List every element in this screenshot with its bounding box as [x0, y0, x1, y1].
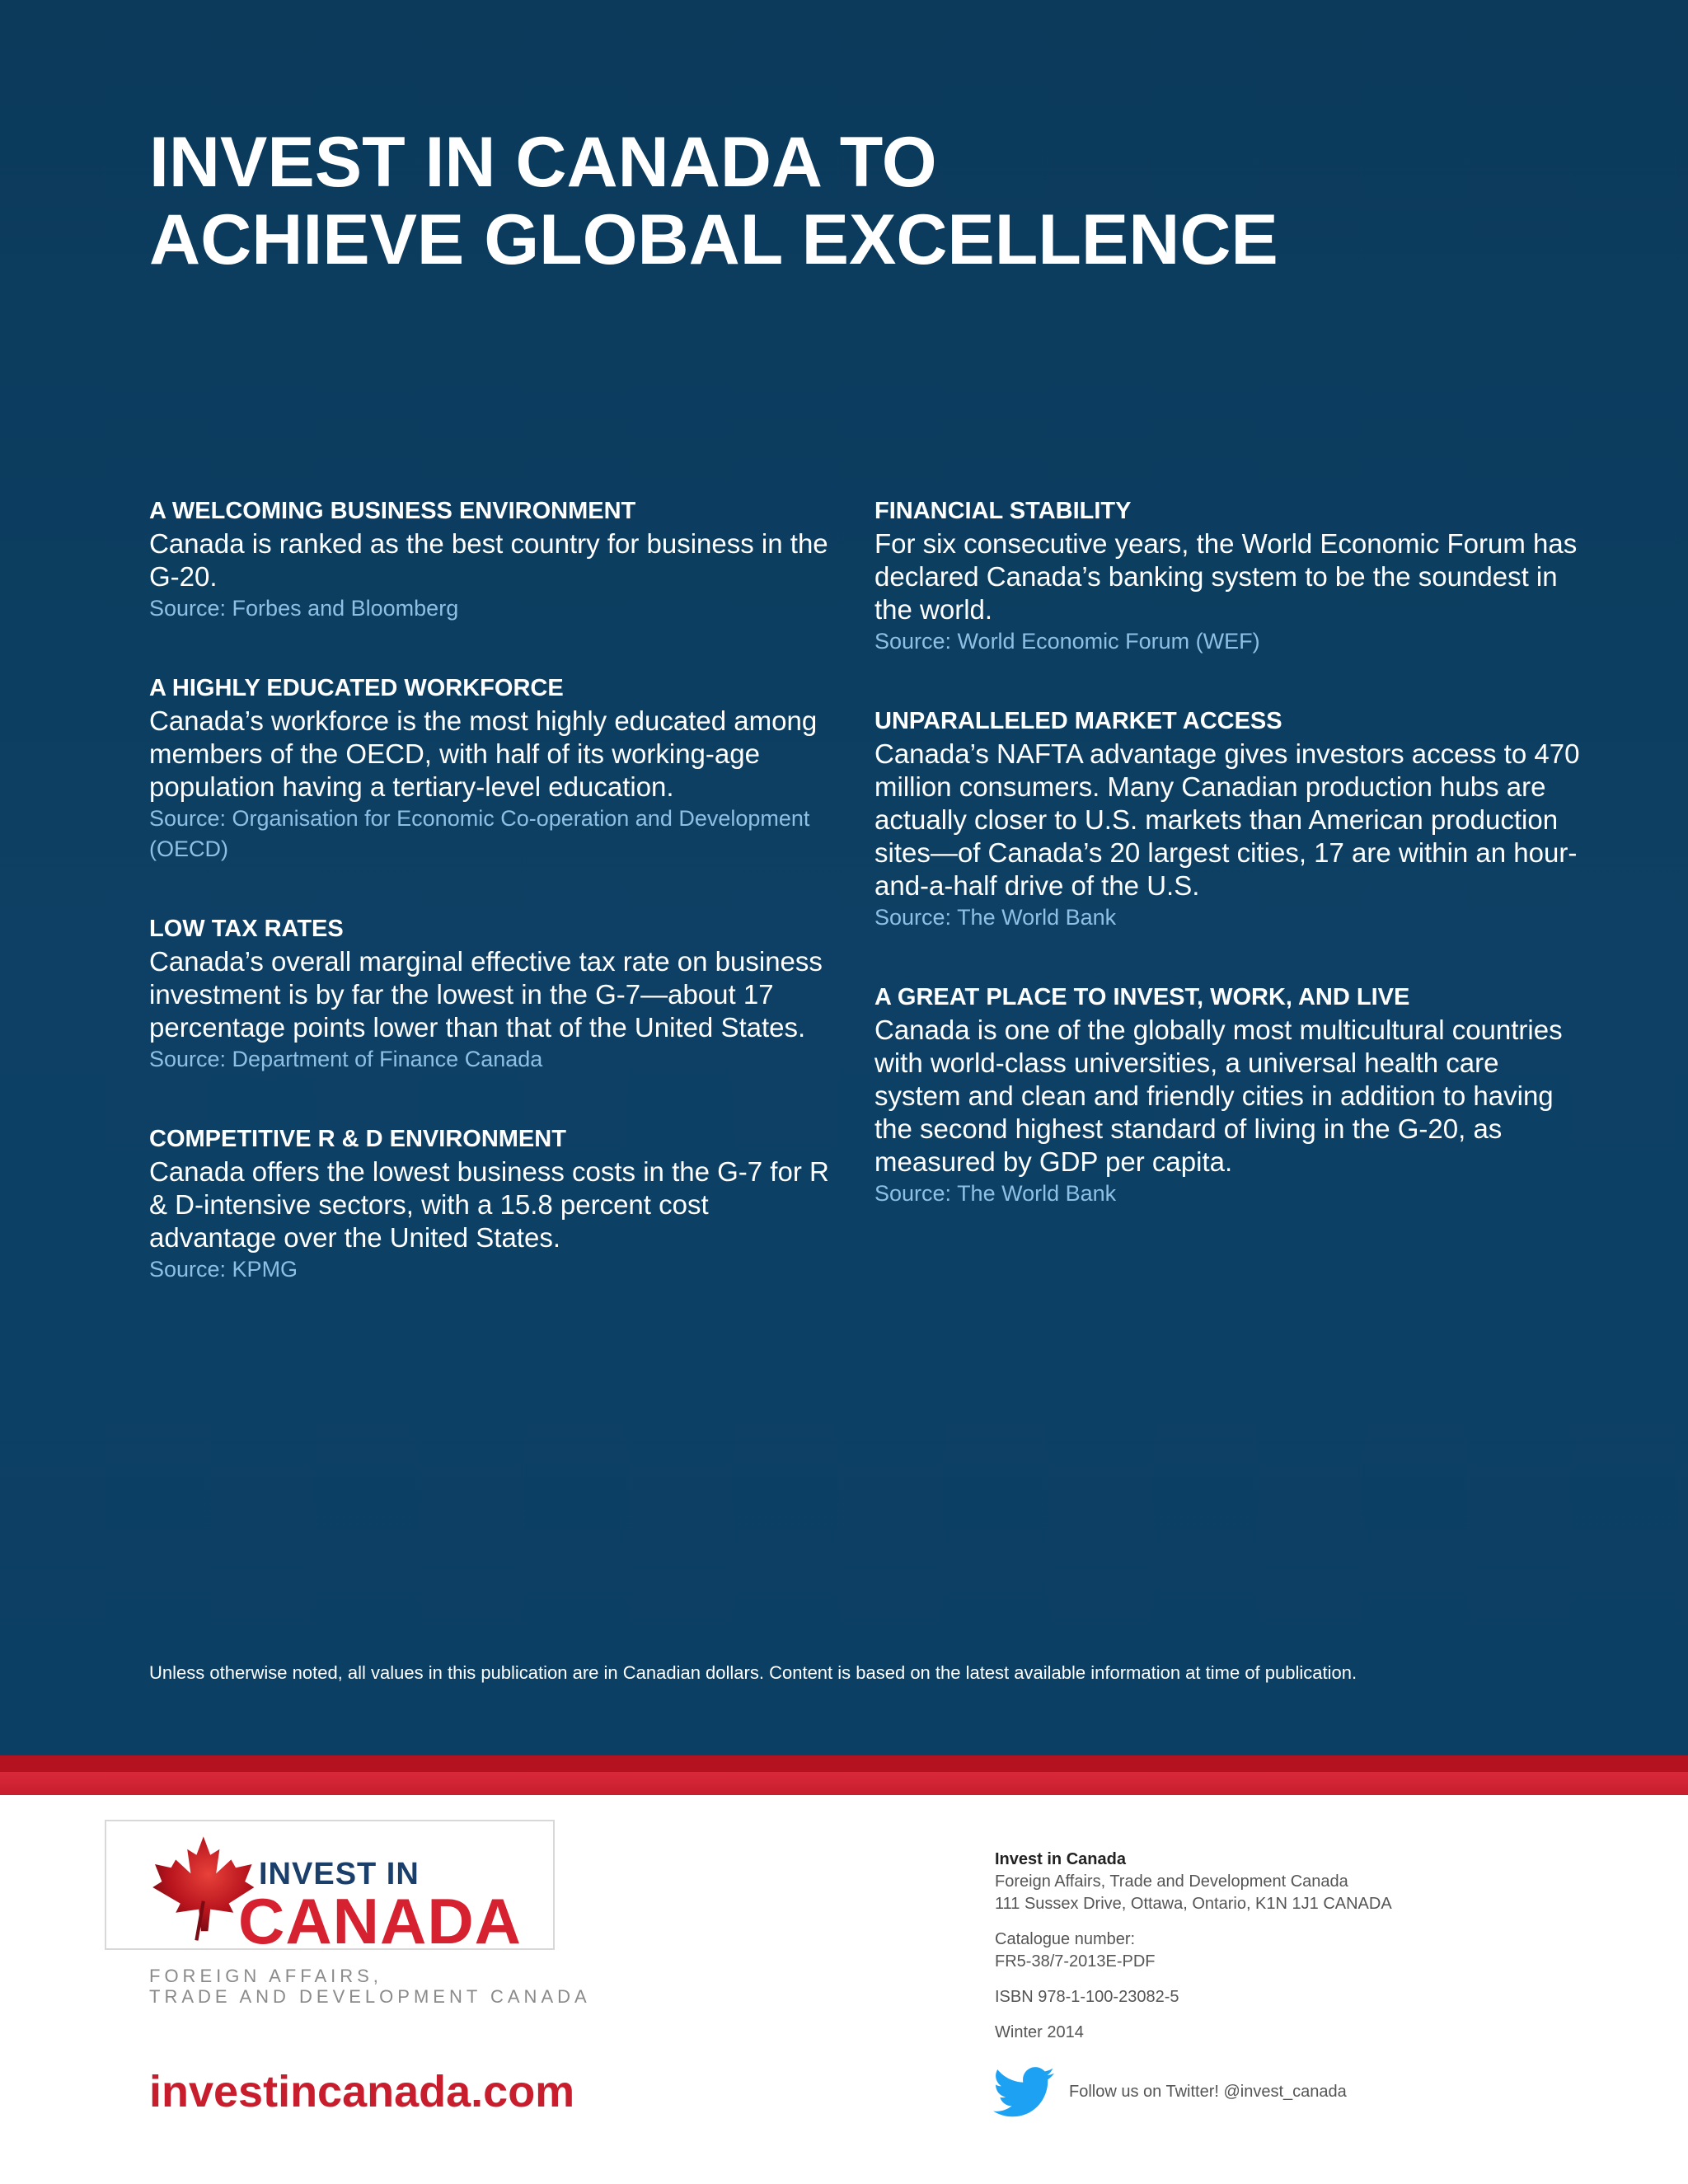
fact-body: Canada’s overall marginal effective tax rate on business investment is by far the lowest in the G-7—about 17 percentage points lower than that of the United States. — [149, 946, 823, 1043]
twitter-follow-text[interactable]: Follow us on Twitter! @invest_canada — [1069, 2083, 1347, 2101]
fact-body: Canada is one of the globally most multicultural countries with world-class universities, a universal health care system and clean and friendly cities in addition to having the second highest standard of living in the G-20, as measured by GDP per capita. — [874, 1015, 1563, 1177]
publication-info — [995, 1849, 1572, 2044]
fact-title: COMPETITIVE R & D ENVIRONMENT — [149, 1126, 566, 1152]
right-column — [874, 494, 1583, 1257]
fact-item — [149, 1122, 833, 1285]
isbn: ISBN 978-1-100-23082-5 — [995, 1988, 1179, 2006]
fact-source: Source: The World Bank — [874, 1181, 1117, 1206]
publisher-address: 111 Sussex Drive, Ottawa, Ontario, K1N 1J1 CANADA — [995, 1895, 1392, 1913]
twitter-bird-icon[interactable] — [993, 2067, 1054, 2118]
logo-text-invest-in: INVEST IN — [259, 1857, 420, 1891]
logo-text-canada: CANADA — [238, 1885, 522, 1957]
fact-source: Source: World Economic Forum (WEF) — [874, 629, 1260, 654]
fact-body: For six consecutive years, the World Economic Forum has declared Canada’s banking system to be the soundest in the world. — [874, 528, 1578, 625]
fact-title: FINANCIAL STABILITY — [874, 498, 1132, 524]
department-line-2: TRADE AND DEVELOPMENT CANADA — [149, 1986, 591, 2007]
fact-source: Source: Department of Finance Canada — [149, 1047, 543, 1071]
catalogue-label: Catalogue number: — [995, 1930, 1136, 1948]
fact-title: A HIGHLY EDUCATED WORKFORCE — [149, 675, 564, 701]
fact-item — [149, 672, 833, 865]
fact-body: Canada is ranked as the best country for business in the G-20. — [149, 528, 828, 592]
publisher-department: Foreign Affairs, Trade and Development Canada — [995, 1872, 1348, 1891]
department-name — [149, 1966, 591, 2007]
fact-body: Canada’s NAFTA advantage gives investors access to 470 million consumers. Many Canadian production hubs are actually closer to U.S. markets than American production sites—of Canada’s 20 largest cities, 17 are within an hour-and-a-half drive of the U.S. — [874, 738, 1580, 901]
fact-source: Source: KPMG — [149, 1257, 298, 1282]
fact-body: Canada’s workforce is the most highly educated among members of the OECD, with half of its working-age population having a tertiary-level education. — [149, 705, 818, 802]
page-title — [149, 124, 1550, 279]
fact-title: A WELCOMING BUSINESS ENVIRONMENT — [149, 498, 636, 524]
fact-source: Source: The World Bank — [874, 905, 1117, 930]
publication-season: Winter 2014 — [995, 2023, 1084, 2041]
red-stripe — [0, 1755, 1688, 1795]
left-column — [149, 494, 833, 1333]
fact-title: UNPARALLELED MARKET ACCESS — [874, 708, 1282, 734]
disclaimer: Unless otherwise noted, all values in this publication are in Canadian dollars. Content is based on the latest available information at time of publication. — [149, 1662, 1357, 1683]
fact-source: Source: Organisation for Economic Co-operation and Development (OECD) — [149, 806, 810, 861]
website-link[interactable]: investincanada.com — [149, 2067, 575, 2116]
invest-in-canada-logo — [105, 1820, 555, 1957]
fact-source: Source: Forbes and Bloomberg — [149, 596, 459, 621]
catalogue-number: FR5-38/7-2013E-PDF — [995, 1952, 1156, 1971]
title-line-1: INVEST IN CANADA TO — [149, 123, 937, 202]
fact-item — [874, 981, 1583, 1209]
publisher-name: Invest in Canada — [995, 1850, 1126, 1868]
fact-item — [149, 494, 833, 624]
fact-body: Canada offers the lowest business costs in the G-7 for R & D-intensive sectors, with a 15.8 percent cost advantage over the United States. — [149, 1156, 829, 1253]
fact-title: A GREAT PLACE TO INVEST, WORK, AND LIVE — [874, 984, 1410, 1010]
title-line-2: ACHIEVE GLOBAL EXCELLENCE — [149, 200, 1278, 279]
department-line-1: FOREIGN AFFAIRS, — [149, 1966, 382, 1986]
fact-title: LOW TAX RATES — [149, 916, 344, 942]
fact-item — [874, 494, 1583, 657]
fact-item — [149, 912, 833, 1075]
fact-item — [874, 705, 1583, 933]
